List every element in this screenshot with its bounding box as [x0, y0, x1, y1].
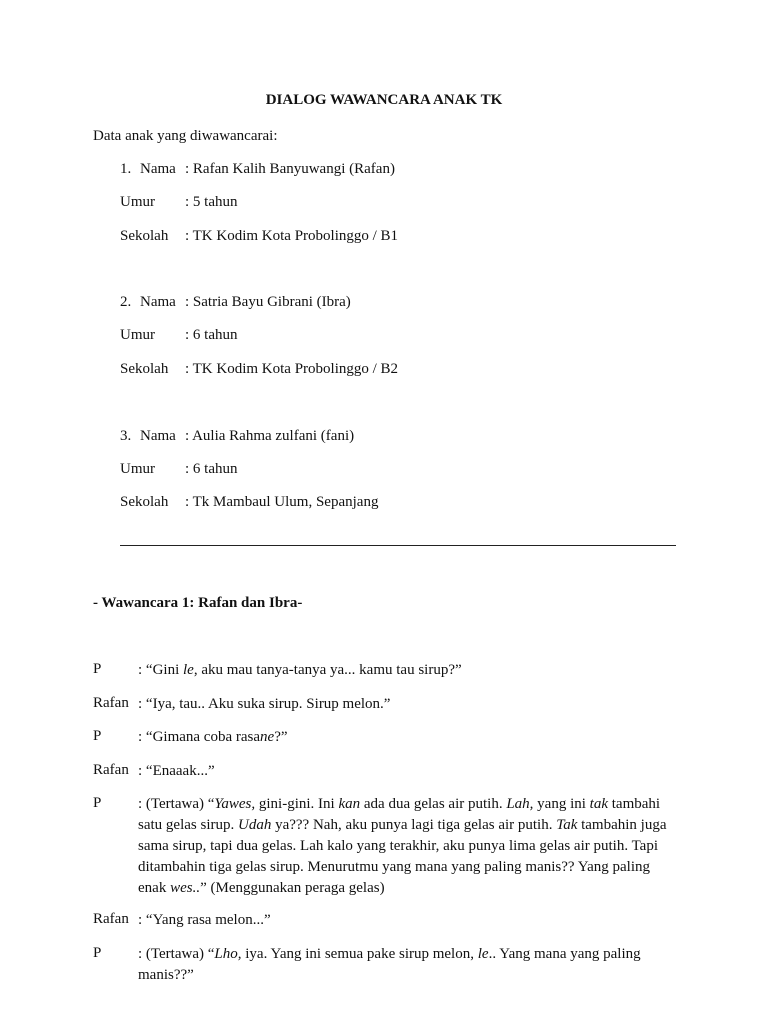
sekolah-value: : Tk Mambaul Ulum, Sepanjang [185, 494, 379, 510]
intro-text: Data anak yang diwawancarai: [93, 128, 278, 144]
umur-value: : 6 tahun [185, 461, 238, 477]
nama-value: : Aulia Rahma zulfani (fani) [185, 428, 355, 444]
emphasis-text: Udah [237, 817, 272, 833]
sekolah-label: Sekolah [120, 494, 169, 510]
umur-label: Umur [120, 194, 155, 210]
emphasis-text: Yawes, [214, 796, 256, 812]
sekolah-value: : TK Kodim Kota Probolinggo / B1 [185, 228, 399, 244]
section-heading: - Wawancara 1: Rafan dan Ibra- [93, 595, 303, 611]
emphasis-text: tak [589, 796, 608, 812]
emphasis-text: ne [260, 729, 275, 745]
document-title: DIALOG WAWANCARA ANAK TK [265, 92, 503, 108]
utterance-text: : “Gini le, aku mau tanya-tanya ya... kamu tau sirup?” [138, 662, 462, 678]
sekolah-label: Sekolah [120, 228, 169, 244]
emphasis-text: kan [338, 796, 361, 812]
sekolah-label: Sekolah [120, 361, 169, 377]
utterance-text: : “Yang rasa melon...” [138, 912, 271, 928]
umur-value: : 5 tahun [185, 194, 238, 210]
nama-label: Nama [140, 161, 176, 177]
nama-label: Nama [140, 294, 176, 310]
umur-value: : 6 tahun [185, 327, 238, 343]
utterance-text: : “Enaaak...” [138, 763, 215, 779]
umur-label: Umur [120, 327, 155, 343]
nama-value: : Rafan Kalih Banyuwangi (Rafan) [185, 161, 395, 177]
speaker-label: Rafan [93, 911, 129, 927]
speaker-label: P [93, 795, 102, 811]
emphasis-text: Lho, [214, 946, 242, 962]
speaker-label: Rafan [93, 762, 129, 778]
nama-value: : Satria Bayu Gibrani (Ibra) [185, 294, 351, 310]
emphasis-text: Tak [556, 817, 578, 833]
emphasis-text: le [477, 946, 489, 962]
child-number: 2. [120, 294, 132, 310]
umur-label: Umur [120, 461, 155, 477]
emphasis-text: Lah, [506, 796, 534, 812]
speaker-label: P [93, 661, 102, 677]
utterance-text: : “Iya, tau.. Aku suka sirup. Sirup melon.” [138, 696, 391, 712]
divider [120, 545, 676, 546]
utterance-text: : (Tertawa) “Lho, iya. Yang ini semua pake sirup melon, le.. Yang mana yang paling manis??” [138, 946, 641, 983]
child-number: 3. [120, 428, 132, 444]
speaker-label: P [93, 728, 102, 744]
utterance-text: : (Tertawa) “Yawes, gini-gini. Ini kan ada dua gelas air putih. Lah, yang ini tak tambahi satu gelas sirup. Udah ya??? Nah, aku punya lagi tiga gelas air putih. Tak tambahin juga sama sirup, tapi dua gelas. Lah kalo yang terakhir, aku punya lima gelas air putih. Tapi ditambahin tiga gelas sirup. Menurutmu yang mana yang paling manis?? Yang paling enak wes..” (Menggunakan peraga gelas) [138, 796, 667, 896]
child-number: 1. [120, 161, 132, 177]
speaker-label: P [93, 945, 102, 961]
sekolah-value: : TK Kodim Kota Probolinggo / B2 [185, 361, 399, 377]
emphasis-text: le [183, 662, 194, 678]
nama-label: Nama [140, 428, 176, 444]
emphasis-text: wes.. [170, 880, 201, 896]
speaker-label: Rafan [93, 695, 129, 711]
utterance-text: : “Gimana coba rasane?” [138, 729, 288, 745]
